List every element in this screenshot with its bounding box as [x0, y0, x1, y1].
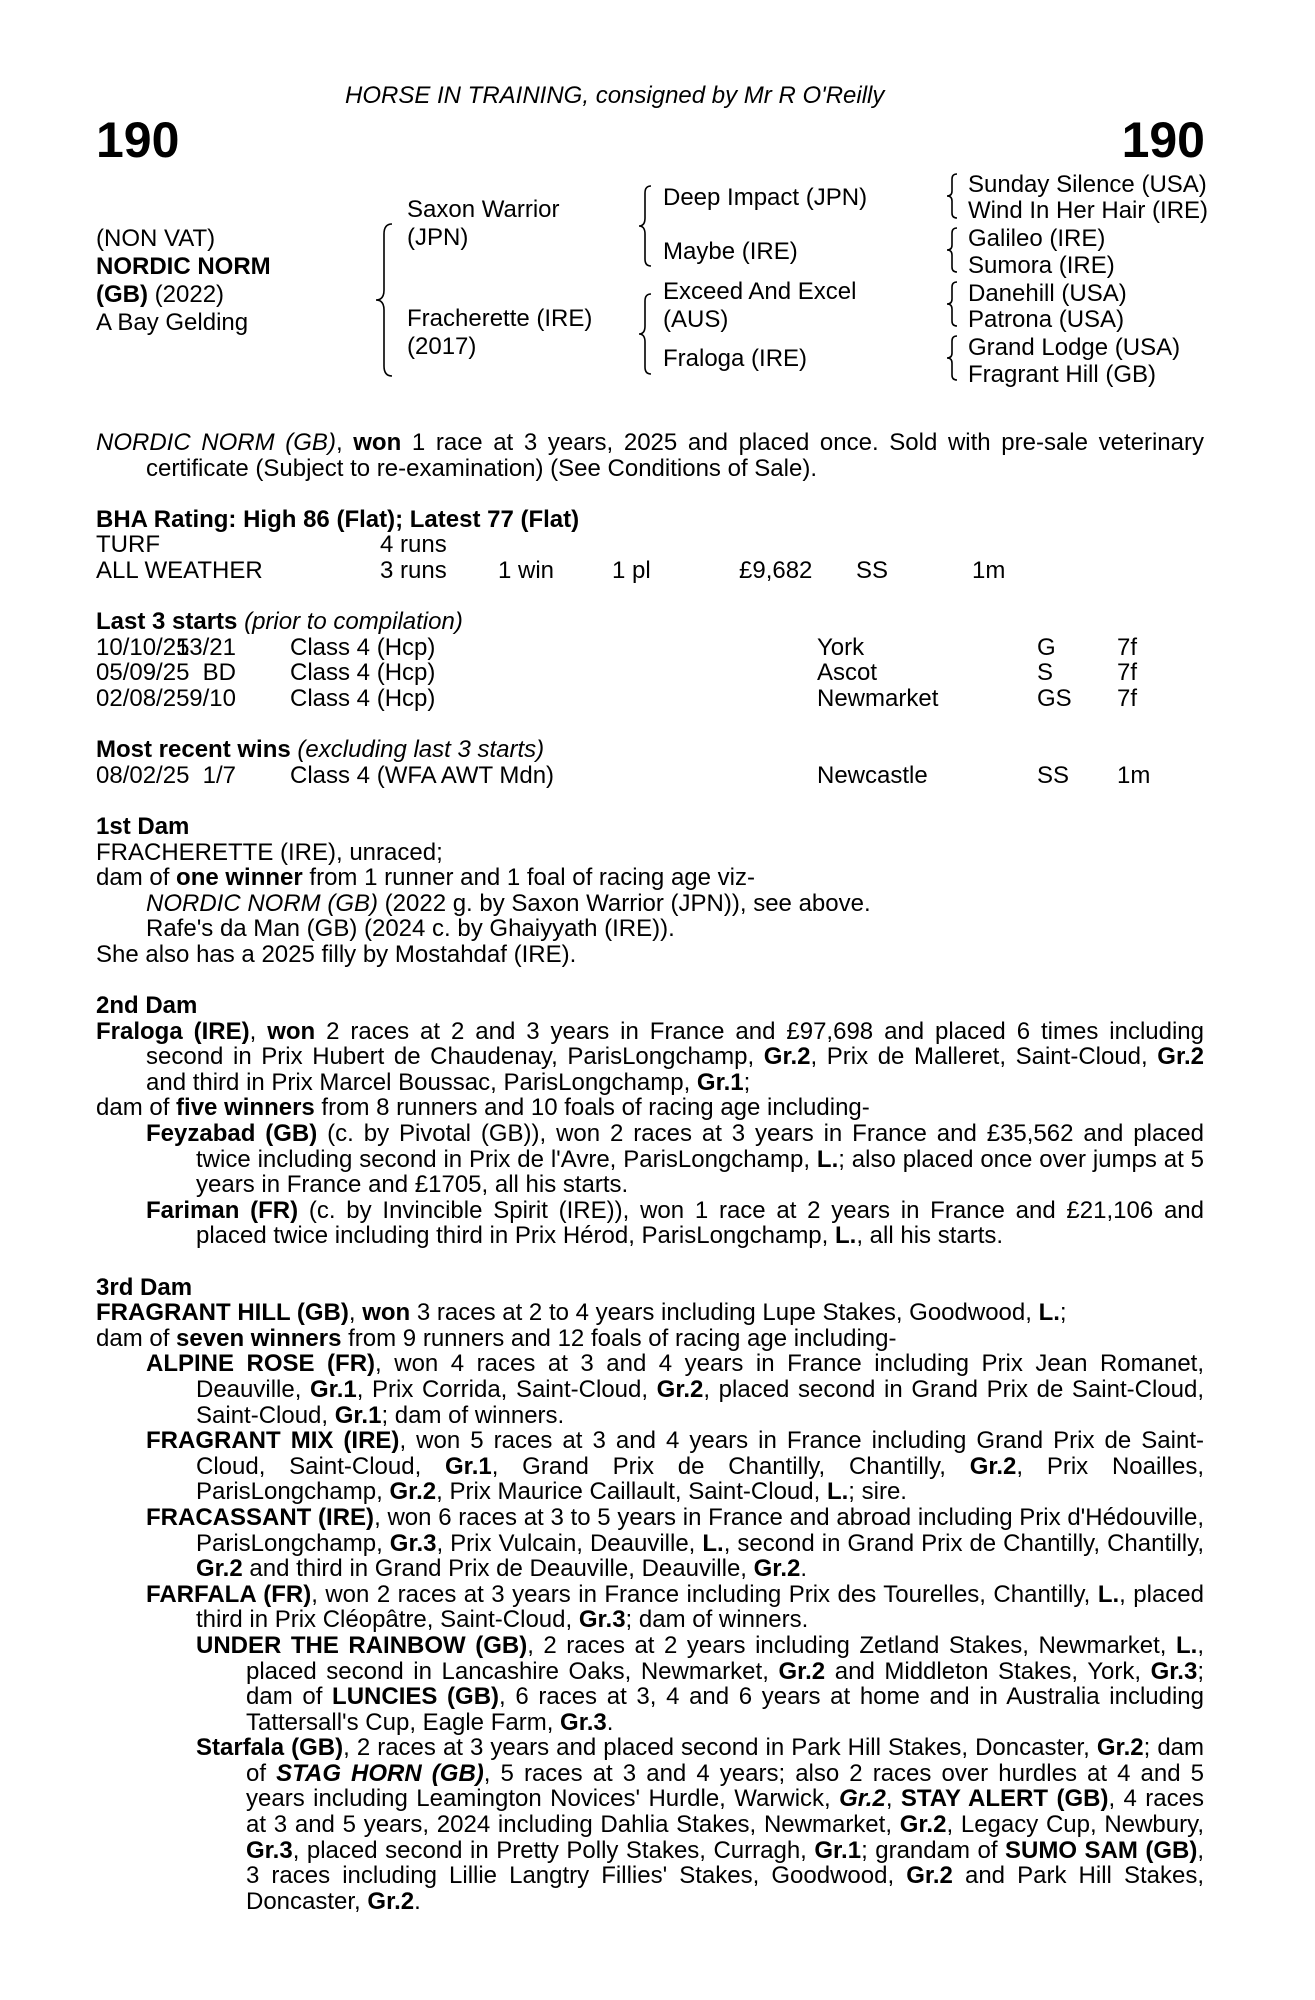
third-dam-record: FRAGRANT HILL (GB), won 3 races at 2 to 4 years including Lupe Stakes, Goodwood, L.; [96, 1299, 1067, 1327]
grade: Gr.2 [778, 1657, 826, 1685]
race-position: 1/7 [202, 761, 236, 789]
offspring-name: STAG HORN (GB) [276, 1759, 484, 1787]
grade: L. [835, 1222, 857, 1250]
grade: Gr.3 [389, 1529, 437, 1557]
text: , all his starts. [856, 1222, 1004, 1250]
won: won [362, 1299, 411, 1327]
race-distance: 7f [1117, 633, 1138, 661]
race-date: 08/02/25 [96, 761, 190, 789]
rating-turf-row [96, 532, 1204, 558]
lot-number-right: 190 [1121, 112, 1205, 168]
third-dam-offspring [96, 1351, 1204, 1428]
text: ; dam of [246, 1734, 1205, 1787]
text: ; also placed once over jumps at 5 years in France and £1705, all his starts. [196, 1145, 1204, 1199]
race-class: Class 4 (Hcp) [290, 684, 436, 712]
text: (c. by Pivotal (GB)), won 2 races at 3 years in France and £35,562 and placed twice including second in Prix de l'Avre, ParisLongchamp, [196, 1120, 1204, 1173]
race-going: SS [1037, 761, 1070, 789]
text: , Grand Prix de Chantilly, Chantilly, [491, 1452, 970, 1480]
first-dam-foal [96, 891, 1204, 917]
pedigree-brace-ds [944, 280, 960, 328]
text: , Prix Maurice Caillault, Saint-Cloud, [436, 1478, 827, 1506]
winners-count: five winners [176, 1094, 315, 1122]
first-dam-foal: Rafe's da Man (GB) (2024 c. by Ghaiyyath (IRE)). [146, 915, 675, 943]
recent-win-row [96, 763, 1204, 789]
last3-row [96, 660, 1204, 686]
text: ; sire. [848, 1478, 907, 1506]
text: ; grandam of [861, 1836, 1005, 1864]
race-date: 05/09/25 [96, 659, 190, 687]
text: ; dam of winners. [625, 1606, 809, 1634]
grade: L. [1097, 1580, 1120, 1608]
offspring-name: LUNCIES (GB) [332, 1683, 500, 1711]
text: , 2 races at 3 years and placed second in Park Hill Stakes, Doncaster, [343, 1734, 1097, 1762]
catalogue-body [96, 430, 1204, 1914]
horse-name: NORDIC NORM [96, 253, 271, 280]
recent-subtitle: (excluding last 3 starts) [297, 736, 545, 764]
rating-heading: BHA Rating: High 86 (Flat); Latest 77 (Flat) [96, 505, 580, 533]
pedigree-brace-sd [944, 226, 960, 274]
horse-info [96, 225, 271, 337]
dam-year: (2017) [407, 333, 477, 360]
horse-year: (2022) [154, 281, 225, 308]
text: 2 races at 2 and 3 years in France and £97,698 and placed 6 times including second in Prix Hubert de Chaudenay, ParisLongchamp, [146, 1017, 1204, 1071]
grade: L. [826, 1478, 849, 1506]
winners-count: one winner [176, 864, 303, 892]
text: and Middleton Stakes, York, [825, 1657, 1151, 1685]
grade: Gr.2 [656, 1375, 704, 1403]
second-dam-offspring [96, 1121, 1204, 1198]
pedigree-ssd: Wind In Her Hair (IRE) [968, 197, 1209, 224]
pedigree-ss: Deep Impact (JPN) [663, 184, 868, 211]
third-dam-grand-offspring [96, 1633, 1204, 1735]
horse-description: A Bay Gelding [96, 309, 249, 336]
text: , won 2 races at 3 years in France including Prix des Tourelles, Chantilly, [311, 1580, 1098, 1608]
text: from 1 runner and 1 foal of racing age viz- [302, 864, 755, 892]
first-dam-also: She also has a 2025 filly by Mostahdaf (IRE). [96, 940, 577, 968]
third-dam-offspring [96, 1582, 1204, 1633]
grade: Gr.2 [1096, 1734, 1144, 1762]
grade: L. [816, 1145, 839, 1173]
sire-name: Saxon Warrior [407, 196, 560, 223]
pedigree-sd: Maybe (IRE) [663, 238, 798, 265]
text: dam of [96, 1324, 177, 1352]
text: from 9 runners and 12 foals of racing age including- [341, 1324, 897, 1352]
race-date: 02/08/25 [96, 684, 190, 712]
aw-going: SS [856, 556, 889, 584]
text: , 6 races at 3, 4 and 6 years at home and in Australia including Tattersall's Cup, Eagle Farm, [246, 1683, 1204, 1736]
race-date: 10/10/25 [96, 633, 190, 661]
text: ; dam of [246, 1657, 1204, 1711]
race-position: BD [202, 659, 236, 687]
pedigree-ds [663, 278, 856, 334]
pedigree-dss: Danehill (USA) [968, 280, 1127, 307]
aw-label: ALL WEATHER [96, 556, 263, 584]
text: , Prix Vulcain, Deauville, [436, 1529, 703, 1557]
third-dam-offspring [96, 1505, 1204, 1582]
grade: Gr.3 [560, 1708, 607, 1736]
text: . [800, 1555, 808, 1583]
race-course: York [817, 633, 865, 661]
grade: Gr.2 [196, 1555, 243, 1583]
pedigree-sds: Galileo (IRE) [968, 225, 1106, 252]
race-distance: 7f [1117, 684, 1138, 712]
race-going: S [1037, 659, 1054, 687]
race-distance: 7f [1117, 659, 1138, 687]
pedigree-brace-main [372, 222, 396, 378]
pedigree-dds: Grand Lodge (USA) [968, 334, 1181, 361]
text: , placed second in Lancashire Oaks, Newmarket, [246, 1631, 1204, 1685]
pedigree-sss: Sunday Silence (USA) [968, 171, 1207, 198]
text: (2022 g. by Saxon Warrior (JPN)), see above. [377, 889, 871, 917]
grade: Gr.2 [753, 1555, 801, 1583]
grade: Gr.1 [445, 1452, 492, 1480]
intro-paragraph: NORDIC NORM (GB), won 1 race at 3 years, 2025 and placed once. Sold with pre-sale veterinary certificate (Subject to re-examination) (See Conditions of Sale). [96, 429, 1204, 482]
aw-placed: 1 pl [612, 556, 651, 584]
text: , 4 races at 3 and 5 years, 2024 including Dahlia Stakes, Newmarket, [246, 1785, 1204, 1839]
text: ; [1059, 1299, 1067, 1327]
offspring-name: FRACASSANT (IRE) [146, 1503, 375, 1531]
last3-heading [96, 609, 1204, 635]
horse-origin [96, 281, 271, 309]
grade: Gr.1 [334, 1401, 382, 1429]
aw-runs: 3 runs [380, 556, 447, 584]
text: , Prix Corrida, Saint-Cloud, [356, 1375, 657, 1403]
rating-aw-row [96, 558, 1204, 584]
third-dam-heading: 3rd Dam [96, 1273, 193, 1301]
text: , placed second in Pretty Polly Stakes, Curragh, [292, 1836, 815, 1864]
offspring-name: STAY ALERT (GB) [900, 1785, 1109, 1813]
pedigree-dsd: Patrona (USA) [968, 306, 1125, 333]
pedigree-brace-sire [636, 184, 654, 268]
dam-name: Fracherette (IRE) [407, 305, 593, 332]
grade: L. [702, 1529, 724, 1557]
sire-country: (JPN) [407, 224, 469, 251]
text: (c. by Invincible Spirit (IRE)), won 1 race at 2 years in France and £21,106 and placed twice including third in Prix Hérod, ParisLongchamp, [196, 1196, 1204, 1250]
text: from 8 runners and 10 foals of racing age including- [314, 1094, 870, 1122]
grade: Gr.1 [696, 1068, 744, 1096]
text: . [414, 1887, 421, 1915]
grade: Gr.2 [899, 1811, 947, 1839]
race-going: G [1037, 633, 1056, 661]
third-dam-produce [96, 1326, 1204, 1352]
text: and Park Hill Stakes, Doncaster, [246, 1862, 1204, 1915]
race-position: 9/10 [189, 684, 236, 712]
offspring-name: UNDER THE RAINBOW (GB) [196, 1631, 528, 1659]
second-dam-offspring [96, 1198, 1204, 1249]
race-position: 13/21 [175, 633, 236, 661]
grade: L. [1176, 1631, 1198, 1659]
grade: Gr.2 [367, 1887, 415, 1915]
recent-wins-heading [96, 737, 1204, 763]
second-dam-heading: 2nd Dam [96, 992, 198, 1020]
pedigree-brace-dd [944, 334, 960, 382]
grade: Gr.3 [1150, 1657, 1198, 1685]
vat-status: (NON VAT) [96, 225, 216, 252]
turf-label: TURF [96, 531, 160, 559]
won: won [267, 1017, 316, 1045]
offspring-name: FRAGRANT MIX (IRE) [146, 1427, 400, 1455]
text: , 2 races at 2 years including Zetland Stakes, Newmarket, [527, 1631, 1176, 1659]
aw-wins: 1 win [498, 556, 555, 584]
grade: Gr.2 [839, 1785, 886, 1813]
foal-name: NORDIC NORM (GB) [146, 889, 378, 917]
text: , 3 races including Lillie Langtry Fillies' Stakes, Goodwood, [246, 1836, 1205, 1890]
text: , won 6 races at 3 to 5 years in France and abroad including Prix d'Hédouville, ParisLongchamp, [196, 1503, 1204, 1557]
text: , placed second in Grand Prix de Saint-Cloud, Saint-Cloud, [196, 1375, 1204, 1429]
intro-won: won [353, 429, 402, 456]
race-course: Newcastle [817, 761, 928, 789]
race-going: GS [1037, 684, 1072, 712]
race-course: Ascot [817, 659, 878, 687]
text: , second in Grand Prix de Chantilly, Chantilly, [723, 1529, 1204, 1557]
text: , won 5 races at 3 and 4 years in France including Grand Prix de Saint-Cloud, Saint-Cloud, [196, 1427, 1204, 1480]
first-dam-heading: 1st Dam [96, 812, 190, 840]
text: , 5 races at 3 and 4 years; also 2 races over hurdles at 4 and 5 years including Leamington Novices' Hurdle, Warwick, [246, 1759, 1204, 1813]
text: and third in Prix Marcel Boussac, ParisLongchamp, [146, 1068, 697, 1096]
first-dam-line: FRACHERETTE (IRE), unraced; [96, 838, 443, 866]
grade: Gr.3 [578, 1606, 626, 1634]
race-class: Class 4 (Hcp) [290, 633, 436, 661]
horse-country: (GB) [96, 281, 148, 308]
pedigree-brace-dam [636, 292, 654, 376]
offspring-name: SUMO SAM (GB) [1005, 1836, 1198, 1864]
text: 3 races at 2 to 4 years including Lupe Stakes, Goodwood, [410, 1299, 1039, 1327]
pedigree-dam [407, 305, 592, 361]
last3-title: Last 3 starts [96, 608, 238, 636]
grade: Gr.2 [906, 1862, 953, 1890]
text: and third in Grand Prix de Deauville, Deauville, [242, 1555, 754, 1583]
lot-number-left: 190 [96, 112, 180, 168]
second-dam-record: Fraloga (IRE), won 2 races at 2 and 3 years in France and £97,698 and placed 6 times including second in Prix Hubert de Chaudenay, ParisLongchamp, Gr.2, Prix de Malleret, Saint-Cloud, Gr.2 and third in Prix Marcel Boussac, ParisLongchamp, Gr.1; [96, 1017, 1204, 1096]
second-dam-produce [96, 1095, 1204, 1121]
grade: Gr.2 [1157, 1043, 1204, 1071]
race-course: Newmarket [817, 684, 939, 712]
offspring-name: Starfala (GB) [196, 1734, 344, 1762]
pedigree-sire [407, 196, 559, 252]
grade: Gr.1 [814, 1836, 862, 1864]
text: dam of [96, 1094, 177, 1122]
text: , Legacy Cup, Newbury, [946, 1811, 1204, 1839]
last3-subtitle: (prior to compilation) [244, 608, 463, 636]
aw-distance: 1m [972, 556, 1006, 584]
grade: Gr.2 [969, 1452, 1017, 1480]
aw-prize: £9,682 [739, 556, 813, 584]
pedigree-sdd: Sumora (IRE) [968, 252, 1115, 279]
grade: Gr.3 [246, 1836, 293, 1864]
offspring-name: Feyzabad (GB) [146, 1120, 318, 1148]
text: , [885, 1785, 901, 1813]
text: . [606, 1708, 614, 1736]
consignment-line: HORSE IN TRAINING, consigned by Mr R O'Reilly [345, 82, 885, 109]
grade: Gr.1 [310, 1375, 357, 1403]
intro-text: 1 race at 3 years, 2025 and placed once. Sold with pre-sale veterinary certificate (Subject to re-examination) (See Conditions of Sale). [146, 429, 1204, 482]
text: ; [743, 1068, 751, 1096]
text: , Prix Noailles, ParisLongchamp, [196, 1452, 1204, 1506]
pedigree-dd: Fraloga (IRE) [663, 345, 808, 372]
text: dam of [96, 864, 177, 892]
text: ; dam of winners. [381, 1401, 565, 1429]
recent-title: Most recent wins [96, 736, 291, 764]
dam-name: Fraloga (IRE) [96, 1017, 250, 1045]
grade: Gr.2 [763, 1043, 811, 1071]
offspring-name: Fariman (FR) [146, 1196, 299, 1224]
text: , placed third in Prix Cléopâtre, Saint-Cloud, [196, 1580, 1204, 1634]
race-distance: 1m [1117, 761, 1151, 789]
offspring-name: FARFALA (FR) [146, 1580, 312, 1608]
third-dam-offspring [96, 1428, 1204, 1505]
pedigree-brace-ss [944, 172, 960, 220]
last3-row [96, 686, 1204, 712]
grade: Gr.2 [389, 1478, 437, 1506]
winners-count: seven winners [176, 1324, 342, 1352]
pedigree-ddd: Fragrant Hill (GB) [968, 361, 1157, 388]
text: , won 4 races at 3 and 4 years in France including Prix Jean Romanet, Deauville, [196, 1350, 1204, 1403]
race-class: Class 4 (Hcp) [290, 659, 436, 687]
grade: L. [1038, 1299, 1060, 1327]
last3-row [96, 635, 1204, 661]
ds-country: (AUS) [663, 306, 729, 333]
third-dam-grand-offspring [96, 1735, 1204, 1914]
ds-name: Exceed And Excel [663, 278, 857, 305]
dam-name: FRAGRANT HILL (GB) [96, 1299, 349, 1327]
race-class: Class 4 (WFA AWT Mdn) [290, 761, 555, 789]
text: , Prix de Malleret, Saint-Cloud, [810, 1043, 1158, 1071]
first-dam-produce [96, 865, 1204, 891]
offspring-name: ALPINE ROSE (FR) [146, 1350, 376, 1378]
intro-horse-name: NORDIC NORM (GB) [96, 429, 336, 456]
turf-runs: 4 runs [380, 531, 447, 559]
